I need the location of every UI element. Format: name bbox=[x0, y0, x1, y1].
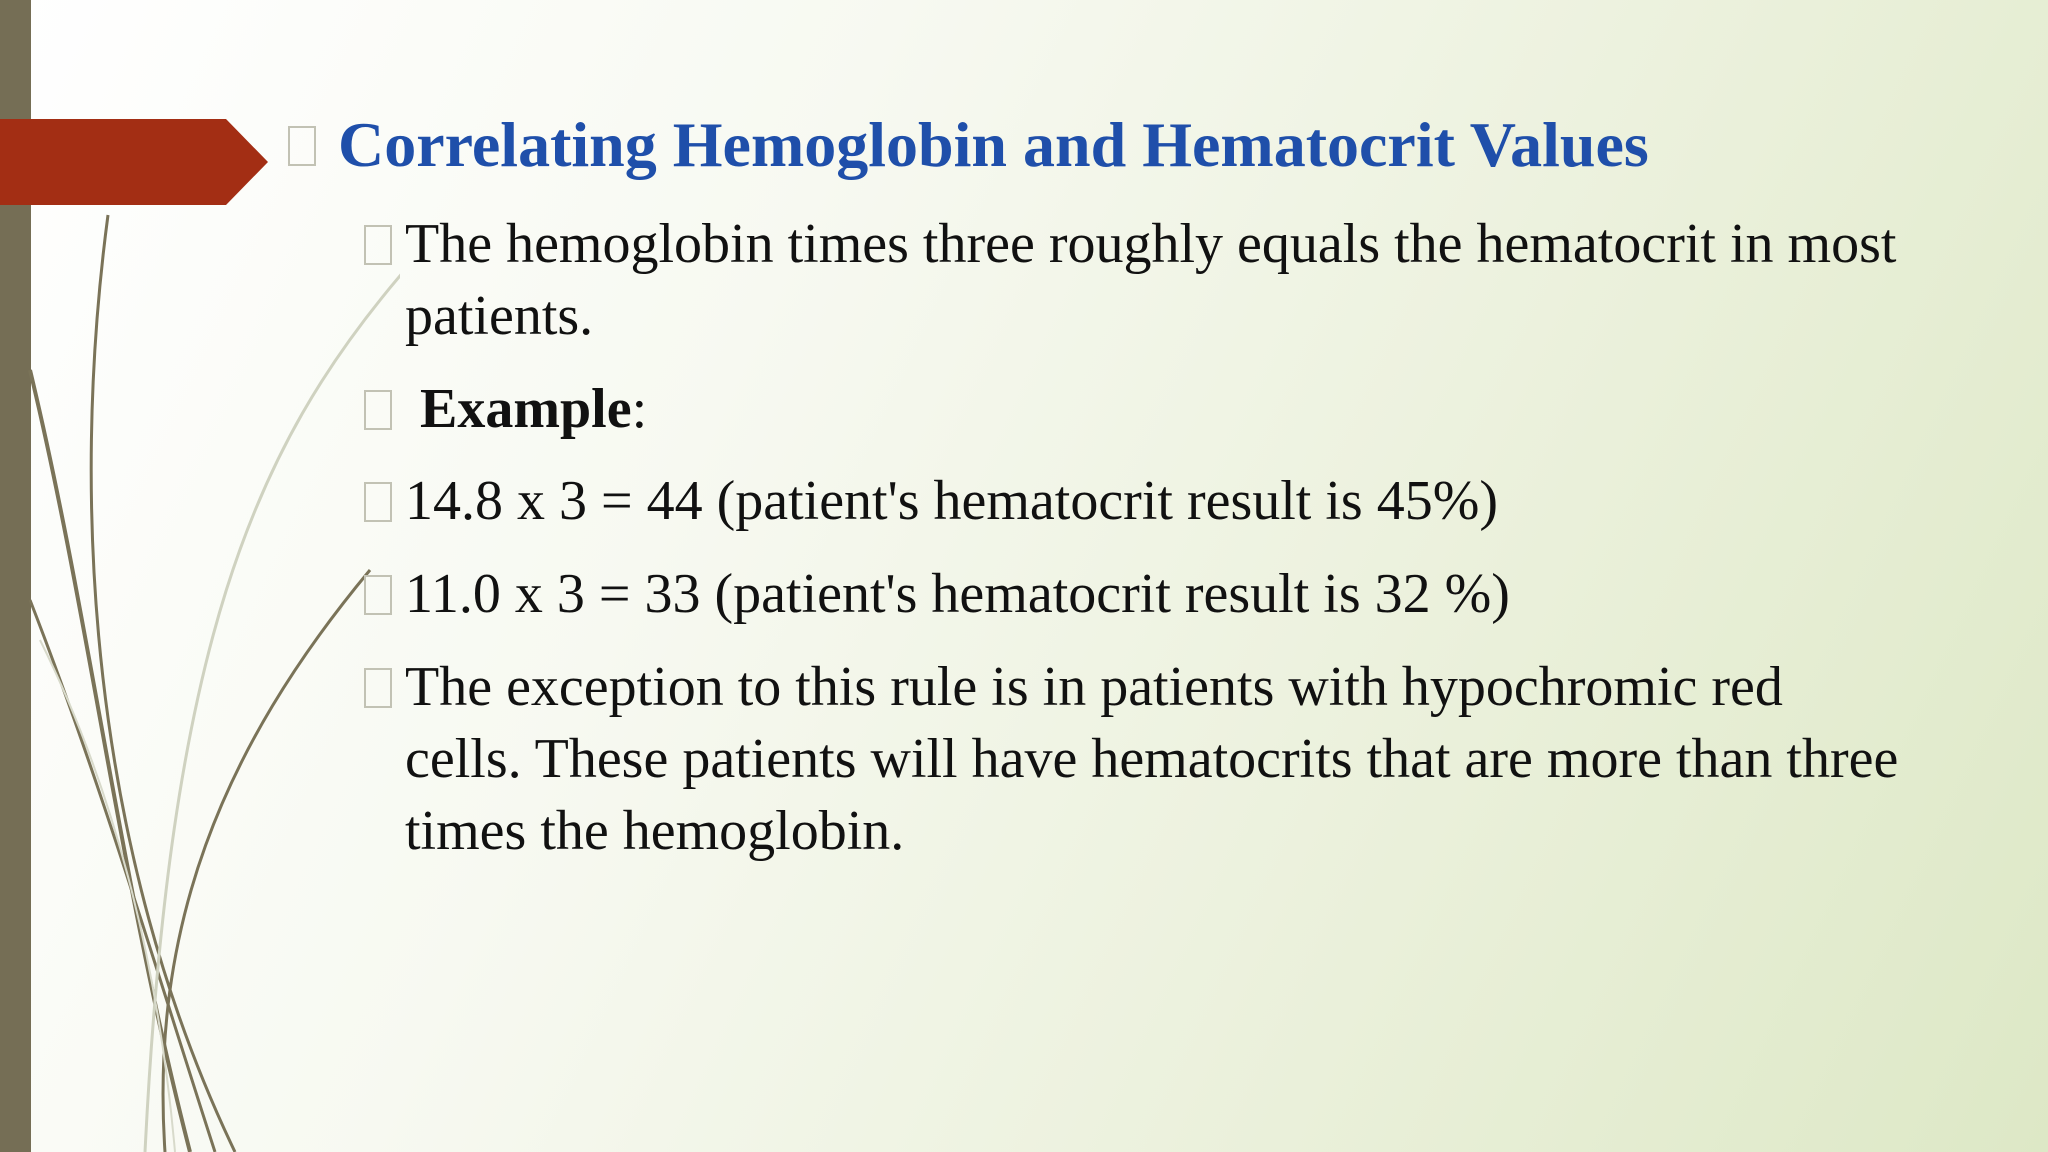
example2-bullet-icon bbox=[364, 575, 392, 615]
example-colon: : bbox=[631, 378, 648, 440]
slide-title: Correlating Hemoglobin and Hematocrit Values bbox=[338, 109, 1649, 180]
example-label: Example bbox=[420, 378, 632, 440]
exception-text-line3: times the hemoglobin. bbox=[405, 800, 905, 862]
title-accent-arrow bbox=[0, 119, 268, 205]
example2-text: 11.0 x 3 = 33 (patient's hematocrit result is 32 %) bbox=[405, 563, 1510, 625]
example-heading bbox=[420, 373, 647, 445]
title-bullet-icon bbox=[288, 126, 316, 166]
example1-text: 14.8 x 3 = 44 (patient's hematocrit result is 45%) bbox=[405, 470, 1499, 532]
exception-text-line1: The exception to this rule is in patients with hypochromic red bbox=[405, 656, 1783, 718]
exception-text-line2: cells. These patients will have hematocrits that are more than three bbox=[405, 728, 1899, 790]
rule-bullet-icon bbox=[364, 225, 392, 265]
example1-bullet-icon bbox=[364, 482, 392, 522]
rule-text-line1: The hemoglobin times three roughly equals the hematocrit in most bbox=[405, 213, 1897, 275]
example-bullet-icon bbox=[364, 390, 392, 430]
exception-bullet-icon bbox=[364, 668, 392, 708]
rule-text-line2: patients. bbox=[405, 285, 594, 347]
